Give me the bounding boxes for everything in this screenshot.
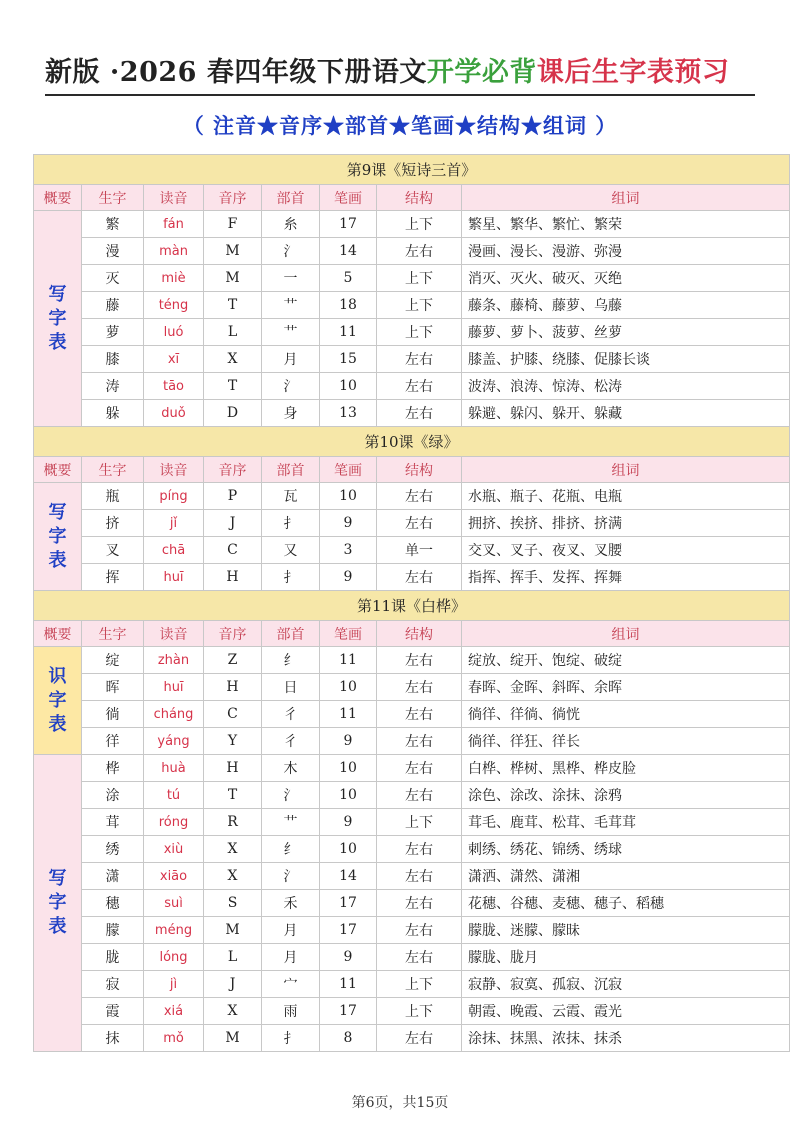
stroke-count-cell: 13 <box>320 400 377 427</box>
category-label-char: 字 <box>48 689 67 711</box>
structure-cell: 上下 <box>377 998 462 1025</box>
structure-cell: 左右 <box>377 1025 462 1052</box>
lesson-title-row <box>34 591 790 621</box>
structure-cell: 左右 <box>377 944 462 971</box>
radical-cell: 扌 <box>262 1025 320 1052</box>
pinyin-cell: huī <box>144 564 204 591</box>
words-cell: 潇洒、潇然、潇湘 <box>462 863 790 890</box>
words-cell: 朦胧、迷朦、朦昧 <box>462 917 790 944</box>
stroke-count-cell: 3 <box>320 537 377 564</box>
table-row <box>34 483 790 510</box>
table-row <box>34 701 790 728</box>
pinyin-cell: jǐ <box>144 510 204 537</box>
header-initial: 音序 <box>204 621 262 647</box>
pinyin-cell: jì <box>144 971 204 998</box>
initial-cell: T <box>204 373 262 400</box>
table-row <box>34 971 790 998</box>
header-pinyin: 读音 <box>144 621 204 647</box>
table-row <box>34 564 790 591</box>
pinyin-cell: méng <box>144 917 204 944</box>
character-table <box>33 154 790 1052</box>
table-row <box>34 373 790 400</box>
page-footer: 第6页，共15页 <box>351 1095 449 1111</box>
char-cell: 穗 <box>82 890 144 917</box>
stroke-count-cell: 10 <box>320 755 377 782</box>
char-cell: 瓶 <box>82 483 144 510</box>
radical-cell: 月 <box>262 944 320 971</box>
structure-cell: 上下 <box>377 971 462 998</box>
radical-cell: 氵 <box>262 238 320 265</box>
header-pinyin: 读音 <box>144 457 204 483</box>
radical-cell: 氵 <box>262 782 320 809</box>
header-summary: 概要 <box>34 185 82 211</box>
pinyin-cell: duǒ <box>144 400 204 427</box>
table-row <box>34 211 790 238</box>
words-cell: 徜徉、徉狂、徉长 <box>462 728 790 755</box>
table-row <box>34 863 790 890</box>
stroke-count-cell: 17 <box>320 890 377 917</box>
lesson-title: 第10课《绿》 <box>34 427 790 457</box>
char-cell: 朦 <box>82 917 144 944</box>
radical-cell: 木 <box>262 755 320 782</box>
title-part-2: 开学必背 <box>426 57 537 88</box>
char-cell: 萝 <box>82 319 144 346</box>
pinyin-cell: miè <box>144 265 204 292</box>
radical-cell: 氵 <box>262 373 320 400</box>
words-cell: 春晖、金晖、斜晖、余晖 <box>462 674 790 701</box>
initial-cell: J <box>204 510 262 537</box>
words-cell: 交叉、叉子、夜叉、叉腰 <box>462 537 790 564</box>
pinyin-cell: suì <box>144 890 204 917</box>
radical-cell: 彳 <box>262 701 320 728</box>
stroke-count-cell: 11 <box>320 647 377 674</box>
char-cell: 涂 <box>82 782 144 809</box>
header-strokes: 笔画 <box>320 457 377 483</box>
header-radical: 部首 <box>262 457 320 483</box>
table-row <box>34 728 790 755</box>
stroke-count-cell: 10 <box>320 674 377 701</box>
table-row <box>34 836 790 863</box>
words-cell: 藤条、藤椅、藤萝、乌藤 <box>462 292 790 319</box>
words-cell: 拥挤、挨挤、排挤、挤满 <box>462 510 790 537</box>
radical-cell: 日 <box>262 674 320 701</box>
words-cell: 水瓶、瓶子、花瓶、电瓶 <box>462 483 790 510</box>
initial-cell: M <box>204 265 262 292</box>
stroke-count-cell: 15 <box>320 346 377 373</box>
radical-cell: 雨 <box>262 998 320 1025</box>
initial-cell: X <box>204 998 262 1025</box>
pinyin-cell: píng <box>144 483 204 510</box>
title-part-3: 课后生字表预习 <box>536 57 730 88</box>
category-label-char: 写 <box>48 501 67 523</box>
stroke-count-cell: 10 <box>320 483 377 510</box>
header-words: 组词 <box>462 457 790 483</box>
category-write-label <box>34 755 82 1052</box>
initial-cell: M <box>204 1025 262 1052</box>
pinyin-cell: xiù <box>144 836 204 863</box>
stroke-count-cell: 8 <box>320 1025 377 1052</box>
char-cell: 徜 <box>82 701 144 728</box>
pinyin-cell: màn <box>144 238 204 265</box>
radical-cell: 纟 <box>262 836 320 863</box>
radical-cell: 糸 <box>262 211 320 238</box>
radical-cell: 艹 <box>262 809 320 836</box>
table-row <box>34 647 790 674</box>
stroke-count-cell: 11 <box>320 701 377 728</box>
table-row <box>34 265 790 292</box>
structure-cell: 上下 <box>377 809 462 836</box>
header-words: 组词 <box>462 185 790 211</box>
structure-cell: 左右 <box>377 728 462 755</box>
initial-cell: M <box>204 917 262 944</box>
pinyin-cell: lóng <box>144 944 204 971</box>
header-initial: 音序 <box>204 457 262 483</box>
pinyin-cell: tāo <box>144 373 204 400</box>
category-label-char: 表 <box>48 331 67 353</box>
char-cell: 霞 <box>82 998 144 1025</box>
lesson-title: 第9课《短诗三首》 <box>34 155 790 185</box>
structure-cell: 左右 <box>377 483 462 510</box>
header-strokes: 笔画 <box>320 621 377 647</box>
stroke-count-cell: 9 <box>320 728 377 755</box>
table-row <box>34 998 790 1025</box>
stroke-count-cell: 11 <box>320 319 377 346</box>
initial-cell: L <box>204 944 262 971</box>
pinyin-cell: fán <box>144 211 204 238</box>
char-cell: 叉 <box>82 537 144 564</box>
subtitle: （ 注音★音序★部首★笔画★结构★组词 ） <box>182 113 618 138</box>
header-initial: 音序 <box>204 185 262 211</box>
structure-cell: 左右 <box>377 510 462 537</box>
words-cell: 躲避、躲闪、躲开、躲藏 <box>462 400 790 427</box>
words-cell: 涂抹、抹黑、浓抹、抹杀 <box>462 1025 790 1052</box>
page-title <box>45 52 755 96</box>
pinyin-cell: róng <box>144 809 204 836</box>
char-cell: 漫 <box>82 238 144 265</box>
category-label-char: 表 <box>48 713 67 735</box>
char-cell: 徉 <box>82 728 144 755</box>
initial-cell: X <box>204 836 262 863</box>
structure-cell: 左右 <box>377 701 462 728</box>
initial-cell: M <box>204 238 262 265</box>
structure-cell: 上下 <box>377 265 462 292</box>
words-cell: 繁星、繁华、繁忙、繁荣 <box>462 211 790 238</box>
words-cell: 漫画、漫长、漫游、弥漫 <box>462 238 790 265</box>
column-header-row <box>34 185 790 211</box>
header-strokes: 笔画 <box>320 185 377 211</box>
radical-cell: 禾 <box>262 890 320 917</box>
initial-cell: Z <box>204 647 262 674</box>
category-label-char: 表 <box>48 916 67 937</box>
char-cell: 绣 <box>82 836 144 863</box>
structure-cell: 左右 <box>377 346 462 373</box>
char-cell: 躲 <box>82 400 144 427</box>
table-row <box>34 890 790 917</box>
table-row <box>34 537 790 564</box>
lesson-title: 第11课《白桦》 <box>34 591 790 621</box>
header-summary: 概要 <box>34 457 82 483</box>
header-summary: 概要 <box>34 621 82 647</box>
stroke-count-cell: 14 <box>320 863 377 890</box>
radical-cell: 艹 <box>262 292 320 319</box>
lesson-title-row <box>34 155 790 185</box>
table-row <box>34 238 790 265</box>
pinyin-cell: xiāo <box>144 863 204 890</box>
initial-cell: C <box>204 701 262 728</box>
char-cell: 抹 <box>82 1025 144 1052</box>
pinyin-cell: yáng <box>144 728 204 755</box>
structure-cell: 左右 <box>377 373 462 400</box>
words-cell: 朝霞、晚霞、云霞、霞光 <box>462 998 790 1025</box>
initial-cell: T <box>204 292 262 319</box>
structure-cell: 单一 <box>377 537 462 564</box>
header-character: 生字 <box>82 621 144 647</box>
radical-cell: 又 <box>262 537 320 564</box>
table-row <box>34 782 790 809</box>
initial-cell: L <box>204 319 262 346</box>
structure-cell: 左右 <box>377 564 462 591</box>
radical-cell: 扌 <box>262 564 320 591</box>
char-cell: 藤 <box>82 292 144 319</box>
char-cell: 茸 <box>82 809 144 836</box>
initial-cell: T <box>204 782 262 809</box>
char-cell: 晖 <box>82 674 144 701</box>
category-write-label <box>34 483 82 591</box>
pinyin-cell: xī <box>144 346 204 373</box>
initial-cell: D <box>204 400 262 427</box>
category-read-label <box>34 647 82 755</box>
stroke-count-cell: 10 <box>320 836 377 863</box>
radical-cell: 扌 <box>262 510 320 537</box>
header-structure: 结构 <box>377 185 462 211</box>
words-cell: 指挥、挥手、发挥、挥舞 <box>462 564 790 591</box>
pinyin-cell: tú <box>144 782 204 809</box>
stroke-count-cell: 5 <box>320 265 377 292</box>
initial-cell: H <box>204 674 262 701</box>
category-label-char: 识 <box>48 665 67 687</box>
radical-cell: 彳 <box>262 728 320 755</box>
stroke-count-cell: 17 <box>320 211 377 238</box>
table-row <box>34 400 790 427</box>
char-cell: 桦 <box>82 755 144 782</box>
table-row <box>34 755 790 782</box>
words-cell: 膝盖、护膝、绕膝、促膝长谈 <box>462 346 790 373</box>
initial-cell: X <box>204 863 262 890</box>
radical-cell: 艹 <box>262 319 320 346</box>
pinyin-cell: mǒ <box>144 1025 204 1052</box>
table-row <box>34 809 790 836</box>
char-cell: 胧 <box>82 944 144 971</box>
pinyin-cell: téng <box>144 292 204 319</box>
char-cell: 潇 <box>82 863 144 890</box>
initial-cell: R <box>204 809 262 836</box>
structure-cell: 左右 <box>377 755 462 782</box>
structure-cell: 左右 <box>377 674 462 701</box>
category-label-char: 字 <box>48 525 67 547</box>
structure-cell: 左右 <box>377 836 462 863</box>
header-words: 组词 <box>462 621 790 647</box>
category-label-char: 表 <box>48 549 67 571</box>
initial-cell: F <box>204 211 262 238</box>
initial-cell: S <box>204 890 262 917</box>
column-header-row <box>34 457 790 483</box>
pinyin-cell: zhàn <box>144 647 204 674</box>
words-cell: 藤萝、萝卜、菠萝、丝萝 <box>462 319 790 346</box>
table-row <box>34 510 790 537</box>
table-row <box>34 674 790 701</box>
header-character: 生字 <box>82 457 144 483</box>
radical-cell: 氵 <box>262 863 320 890</box>
structure-cell: 上下 <box>377 211 462 238</box>
words-cell: 绽放、绽开、饱绽、破绽 <box>462 647 790 674</box>
words-cell: 白桦、桦树、黑桦、桦皮脸 <box>462 755 790 782</box>
char-cell: 绽 <box>82 647 144 674</box>
category-label-char: 字 <box>48 307 67 329</box>
stroke-count-cell: 10 <box>320 373 377 400</box>
radical-cell: 瓦 <box>262 483 320 510</box>
initial-cell: X <box>204 346 262 373</box>
category-label-char: 写 <box>48 283 67 305</box>
char-cell: 灭 <box>82 265 144 292</box>
words-cell: 刺绣、绣花、锦绣、绣球 <box>462 836 790 863</box>
initial-cell: H <box>204 755 262 782</box>
char-cell: 涛 <box>82 373 144 400</box>
header-structure: 结构 <box>377 621 462 647</box>
words-cell: 徜徉、徉徜、徜恍 <box>462 701 790 728</box>
stroke-count-cell: 9 <box>320 564 377 591</box>
table-row <box>34 917 790 944</box>
table-row <box>34 1025 790 1052</box>
lesson-title-row <box>34 427 790 457</box>
table-row <box>34 346 790 373</box>
radical-cell: 一 <box>262 265 320 292</box>
table-row <box>34 319 790 346</box>
structure-cell: 左右 <box>377 647 462 674</box>
structure-cell: 左右 <box>377 782 462 809</box>
header-character: 生字 <box>82 185 144 211</box>
category-label-char: 字 <box>48 892 67 913</box>
initial-cell: Y <box>204 728 262 755</box>
structure-cell: 上下 <box>377 319 462 346</box>
radical-cell: 月 <box>262 346 320 373</box>
stroke-count-cell: 17 <box>320 998 377 1025</box>
radical-cell: 月 <box>262 917 320 944</box>
structure-cell: 左右 <box>377 238 462 265</box>
header-radical: 部首 <box>262 621 320 647</box>
words-cell: 涂色、涂改、涂抹、涂鸦 <box>462 782 790 809</box>
radical-cell: 纟 <box>262 647 320 674</box>
char-cell: 膝 <box>82 346 144 373</box>
table-row <box>34 292 790 319</box>
stroke-count-cell: 18 <box>320 292 377 319</box>
structure-cell: 左右 <box>377 890 462 917</box>
table-row <box>34 944 790 971</box>
words-cell: 波涛、浪涛、惊涛、松涛 <box>462 373 790 400</box>
stroke-count-cell: 14 <box>320 238 377 265</box>
stroke-count-cell: 11 <box>320 971 377 998</box>
words-cell: 花穗、谷穗、麦穗、穗子、稻穗 <box>462 890 790 917</box>
category-write-label <box>34 211 82 427</box>
char-cell: 挥 <box>82 564 144 591</box>
structure-cell: 左右 <box>377 917 462 944</box>
initial-cell: J <box>204 971 262 998</box>
radical-cell: 身 <box>262 400 320 427</box>
words-cell: 茸毛、鹿茸、松茸、毛茸茸 <box>462 809 790 836</box>
pinyin-cell: huī <box>144 674 204 701</box>
category-label-char: 写 <box>48 868 67 889</box>
structure-cell: 左右 <box>377 863 462 890</box>
pinyin-cell: cháng <box>144 701 204 728</box>
pinyin-cell: chā <box>144 537 204 564</box>
structure-cell: 左右 <box>377 400 462 427</box>
stroke-count-cell: 10 <box>320 782 377 809</box>
stroke-count-cell: 9 <box>320 809 377 836</box>
radical-cell: 宀 <box>262 971 320 998</box>
stroke-count-cell: 17 <box>320 917 377 944</box>
char-cell: 寂 <box>82 971 144 998</box>
initial-cell: P <box>204 483 262 510</box>
stroke-count-cell: 9 <box>320 944 377 971</box>
words-cell: 寂静、寂寞、孤寂、沉寂 <box>462 971 790 998</box>
title-part-1: 新版 ·2026 春四年级下册语文 <box>45 57 427 88</box>
stroke-count-cell: 9 <box>320 510 377 537</box>
pinyin-cell: huà <box>144 755 204 782</box>
words-cell: 消灭、灭火、破灭、灭绝 <box>462 265 790 292</box>
initial-cell: C <box>204 537 262 564</box>
pinyin-cell: xiá <box>144 998 204 1025</box>
structure-cell: 上下 <box>377 292 462 319</box>
initial-cell: H <box>204 564 262 591</box>
header-structure: 结构 <box>377 457 462 483</box>
words-cell: 朦胧、胧月 <box>462 944 790 971</box>
char-cell: 繁 <box>82 211 144 238</box>
header-radical: 部首 <box>262 185 320 211</box>
header-pinyin: 读音 <box>144 185 204 211</box>
column-header-row <box>34 621 790 647</box>
pinyin-cell: luó <box>144 319 204 346</box>
char-cell: 挤 <box>82 510 144 537</box>
